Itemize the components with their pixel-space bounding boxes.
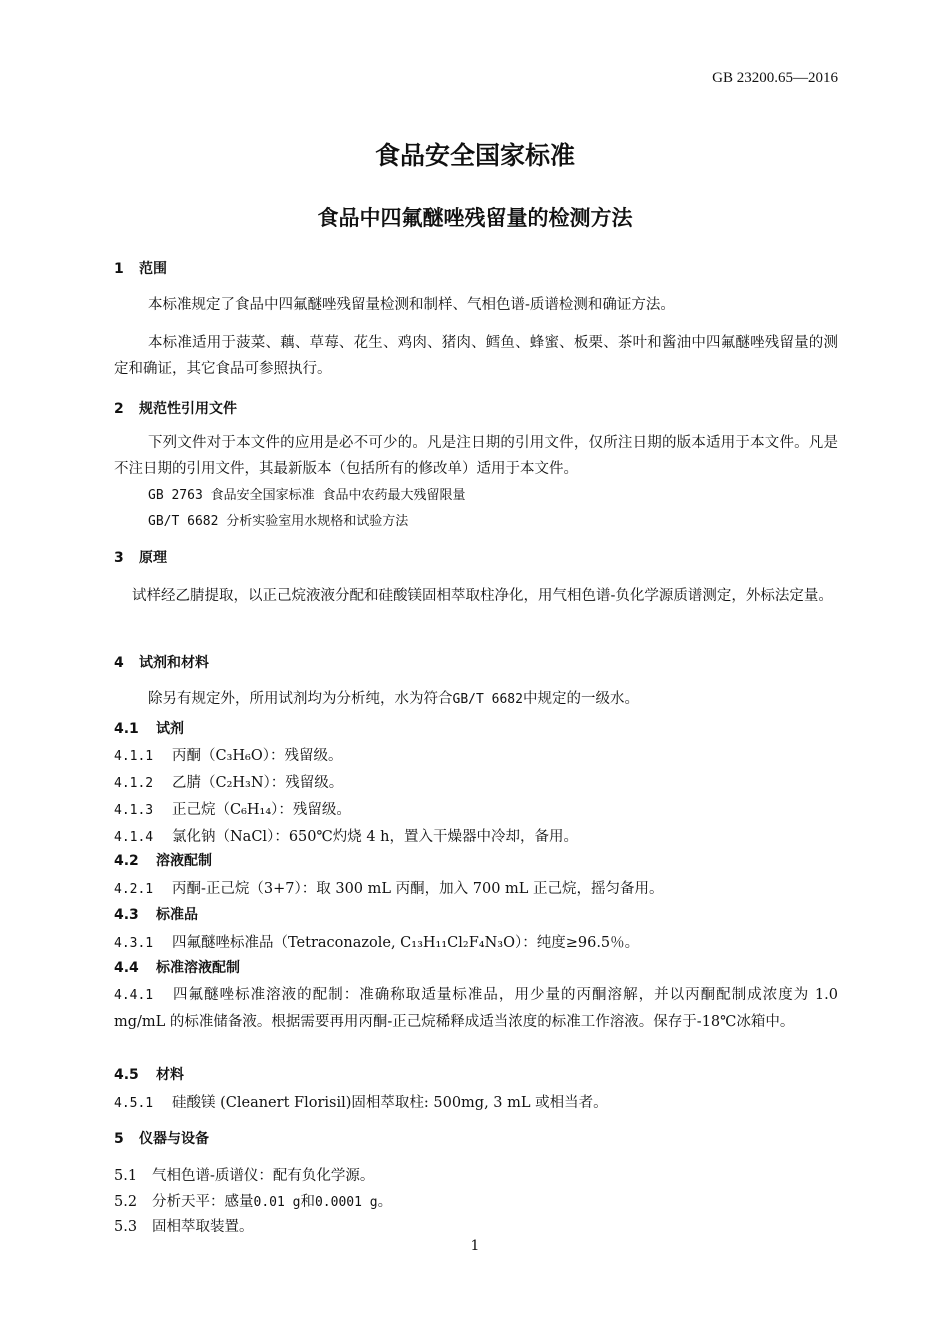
section-heading-4: 4 试剂和材料 [114,655,209,671]
page-number: 1 [470,1238,480,1254]
list-item: 4.5.1 硅酸镁 (Cleanert Florisil)固相萃取柱: 500mg, 3 mL 或相当者。 [114,1095,608,1111]
subsection-heading: 4.3 标准品 [114,907,198,923]
paragraph: 试样经乙腈提取，以正己烷液液分配和硅酸镁固相萃取柱净化，用气相色谱-负化学源质谱测定，外标法定量。 [132,588,833,604]
list-item: 5.2 分析天平：感量0.01 g和0.0001 g。 [114,1194,393,1210]
subsection-heading: 4.1 试剂 [114,721,184,737]
list-item: 4.1.1 丙酮（C₃H₆O）：残留级。 [114,748,343,764]
list-item: 4.1.2 乙腈（C₂H₃N）：残留级。 [114,775,344,791]
paragraph: 下列文件对于本文件的应用是必不可少的。凡是注日期的引用文件，仅所注日期的版本适用于本文件。凡是不注日期的引用文件，其最新版本（包括所有的修改单）适用于本文件。 [114,435,838,477]
reference-item: GB 2763 食品安全国家标准 食品中农药最大残留限量 [148,488,466,503]
list-item: 4.1.4 氯化钠（NaCl）：650℃灼烧 4 h，置入干燥器中冷却，备用。 [114,829,578,845]
reference-item: GB/T 6682 分析实验室用水规格和试验方法 [148,514,409,529]
section-heading-3: 3 原理 [114,550,167,566]
list-item: 5.3 固相萃取装置。 [114,1219,254,1235]
list-item-paragraph: 4.4.1 四氟醚唑标准溶液的配制：准确称取适量标准品，用少量的丙酮溶解，并以丙酮配制成浓度为 1.0 mg/mL 的标准储备液。根据需要再用丙酮-正己烷稀释成适当浓度的标准工作溶液。保存于-18℃冰箱中。 [114,987,838,1030]
list-item: 4.2.1 丙酮-正己烷（3+7）：取 300 mL 丙酮，加入 700 mL 正己烷，摇匀备用。 [114,881,664,897]
document-title: 食品安全国家标准 [374,141,575,170]
paragraph: 本标准适用于菠菜、藕、草莓、花生、鸡肉、猪肉、鳕鱼、蜂蜜、板栗、茶叶和酱油中四氟醚唑残留量的测定和确证，其它食品可参照执行。 [114,335,838,377]
list-item: 4.3.1 四氟醚唑标准品（Tetraconazole, C₁₃H₁₁Cl₂F₄N₃O）：纯度≥96.5％。 [114,935,640,951]
subsection-heading: 4.4 标准溶液配制 [114,960,240,976]
subsection-heading: 4.2 溶液配制 [114,853,212,869]
section-heading-5: 5 仪器与设备 [114,1131,209,1147]
standard-number: GB 23200.65—2016 [712,70,838,86]
list-item: 5.1 气相色谱-质谱仪：配有负化学源。 [114,1168,375,1184]
section-heading-2: 2 规范性引用文件 [114,401,237,417]
paragraph: 本标准规定了食品中四氟醚唑残留量检测和制样、气相色谱-质谱检测和确证方法。 [148,297,675,313]
document-subtitle: 食品中四氟醚唑残留量的检测方法 [317,206,633,230]
subsection-heading: 4.5 材料 [114,1067,184,1083]
paragraph: 除另有规定外，所用试剂均为分析纯，水为符合GB/T 6682中规定的一级水。 [148,691,639,707]
section-heading-1: 1 范围 [114,261,167,277]
list-item: 4.1.3 正己烷（C₆H₁₄）：残留级。 [114,802,351,818]
